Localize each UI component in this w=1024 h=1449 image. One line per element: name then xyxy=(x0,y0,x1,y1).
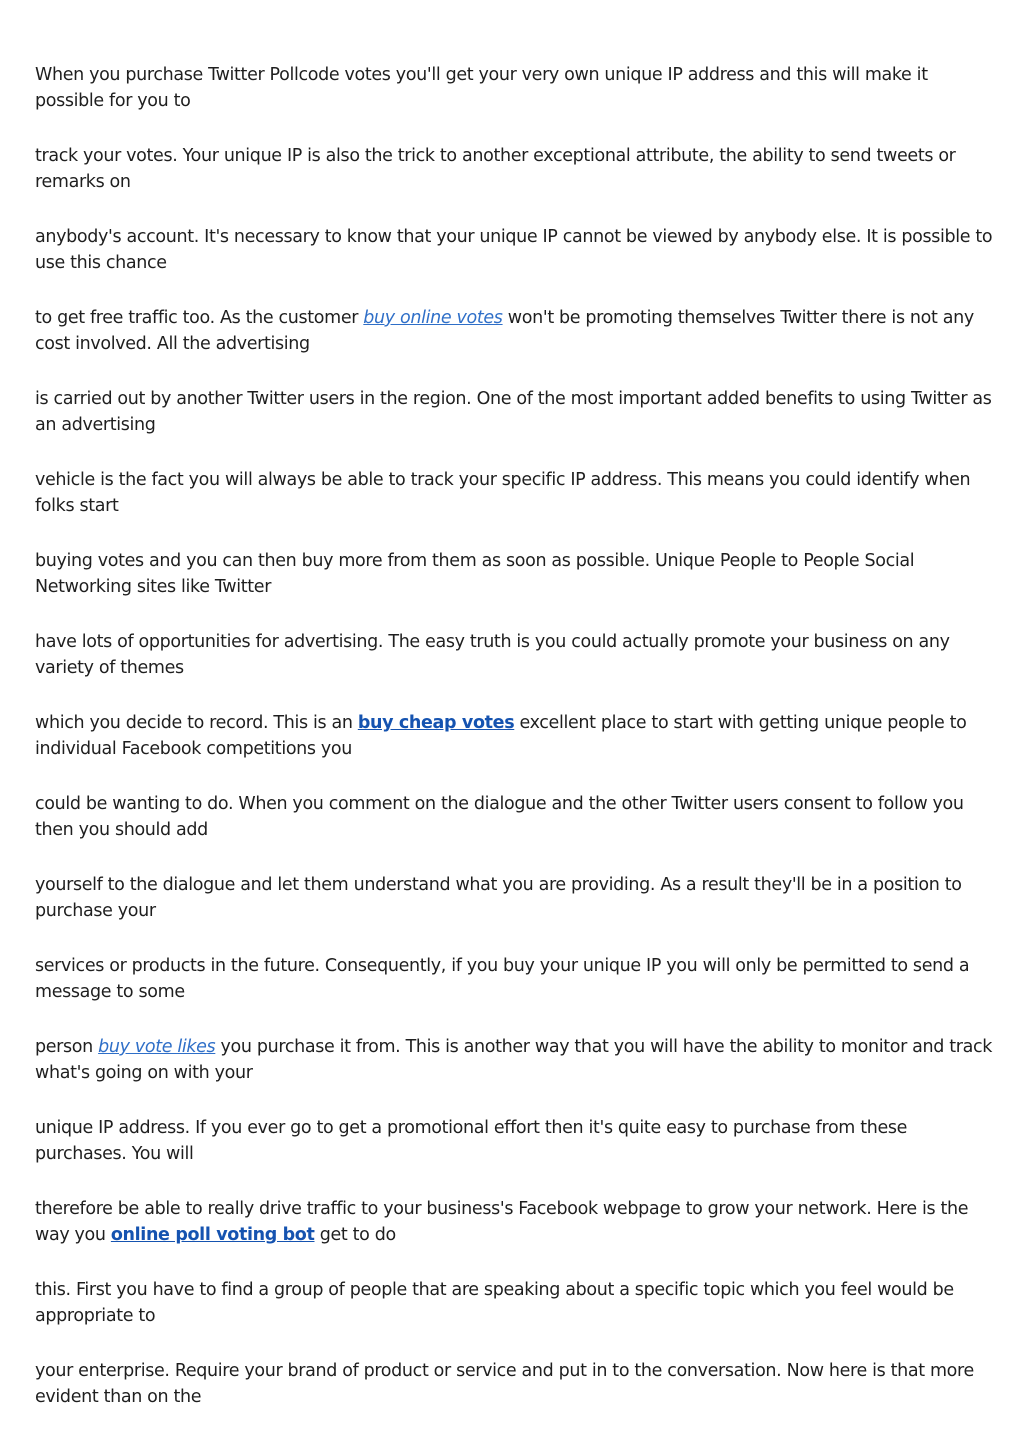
paragraph xyxy=(35,953,995,1005)
paragraph xyxy=(35,224,995,276)
paragraph-text: vehicle is the fact you will always be able to track your specific IP address. This means you could identify when folks start xyxy=(35,470,971,516)
document-body xyxy=(35,62,995,1439)
paragraph xyxy=(35,467,995,519)
paragraph-text: buying votes and you can then buy more from them as soon as possible. Unique People to People Social Networking sites like Twitter xyxy=(35,551,915,597)
paragraph-text: could be wanting to do. When you comment on the dialogue and the other Twitter users consent to follow you then you should add xyxy=(35,794,964,840)
paragraph xyxy=(35,872,995,924)
paragraph xyxy=(35,1196,995,1248)
paragraph-text: is carried out by another Twitter users in the region. One of the most important added benefits to using Twitter as an advertising xyxy=(35,389,992,435)
buy-online-votes-link[interactable]: buy online votes xyxy=(363,308,503,328)
paragraph xyxy=(35,1115,995,1167)
online-poll-voting-bot-link[interactable]: online poll voting bot xyxy=(110,1225,315,1245)
buy-vote-likes-link[interactable]: buy vote likes xyxy=(98,1037,216,1057)
paragraph xyxy=(35,548,995,600)
paragraph-text: yourself to the dialogue and let them understand what you are providing. As a result they'll be in a position to purchase your xyxy=(35,875,962,921)
paragraph-text: unique IP address. If you ever go to get a promotional effort then it's quite easy to purchase from these purchases. You will xyxy=(35,1118,908,1164)
paragraph xyxy=(35,791,995,843)
paragraph xyxy=(35,710,995,762)
paragraph-text: won't be promoting themselves Twitter there is not any cost involved. All the advertising xyxy=(35,308,974,354)
paragraph-text: this. First you have to find a group of people that are speaking about a specific topic which you feel would be appropriate to xyxy=(35,1280,954,1326)
paragraph-text: When you purchase Twitter Pollcode votes you'll get your very own unique IP address and this will make it possible for you to xyxy=(35,65,928,111)
paragraph-text: your enterprise. Require your brand of product or service and put in to the conversation. Now here is that more evident than on the xyxy=(35,1361,974,1407)
paragraph-text: anybody's account. It's necessary to know that your unique IP cannot be viewed by anybody else. It is possible to use this chance xyxy=(35,227,993,273)
paragraph-text: you purchase it from. This is another way that you will have the ability to monitor and track what's going on with your xyxy=(35,1037,993,1083)
paragraph-text: services or products in the future. Consequently, if you buy your unique IP you will only be permitted to send a message to some xyxy=(35,956,970,1002)
paragraph-text: get to do xyxy=(314,1225,396,1245)
paragraph xyxy=(35,1277,995,1329)
paragraph xyxy=(35,305,995,357)
paragraph-text: track your votes. Your unique IP is also the trick to another exceptional attribute, the ability to send tweets or remarks on xyxy=(35,146,956,192)
paragraph xyxy=(35,386,995,438)
paragraph-text: have lots of opportunities for advertising. The easy truth is you could actually promote your business on any variety of themes xyxy=(35,632,950,678)
buy-cheap-votes-link[interactable]: buy cheap votes xyxy=(357,713,515,733)
paragraph-text: excellent place to start with getting unique people to individual Facebook competitions you xyxy=(35,713,967,759)
paragraph-text: which you decide to record. This is an xyxy=(35,713,358,733)
paragraph xyxy=(35,629,995,681)
paragraph xyxy=(35,1034,995,1086)
paragraph xyxy=(35,62,995,114)
paragraph-text: person xyxy=(35,1037,99,1057)
paragraph xyxy=(35,143,995,195)
paragraph-text: therefore be able to really drive traffic to your business's Facebook webpage to grow your network. Here is the way you xyxy=(35,1199,969,1245)
paragraph-text: to get free traffic too. As the customer xyxy=(35,308,364,328)
paragraph xyxy=(35,1358,995,1410)
